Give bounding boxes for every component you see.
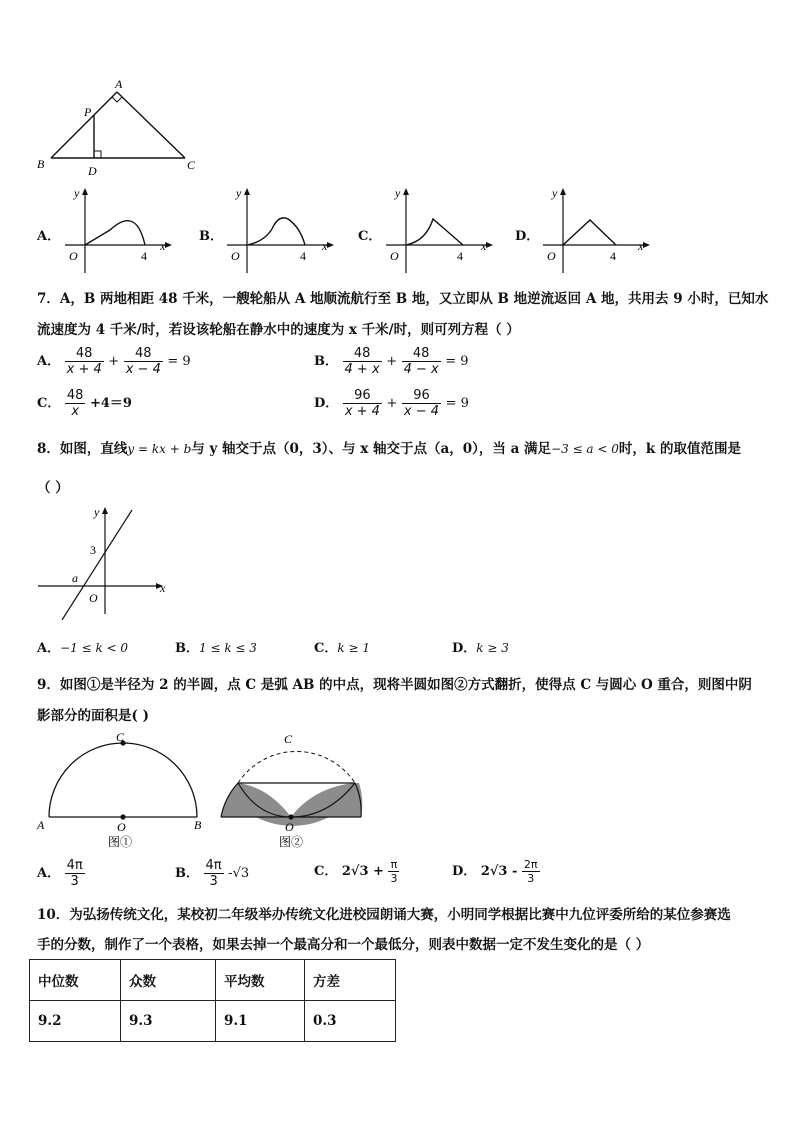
q8-number: 8． xyxy=(37,441,60,457)
q8-option-a-text: −1 ≤ k < 0 xyxy=(60,641,129,655)
q8-option-a[interactable] xyxy=(37,637,128,656)
denominator: 3 xyxy=(70,874,79,889)
value-mean: 9.1 xyxy=(216,1001,305,1042)
fig8-o: O xyxy=(89,591,98,605)
q7-option-c[interactable] xyxy=(37,388,132,419)
q9-option-a[interactable] xyxy=(37,858,85,889)
fraction xyxy=(65,346,104,377)
fraction xyxy=(204,858,224,889)
fraction xyxy=(65,858,85,889)
label-b: B xyxy=(37,157,45,171)
q8-formula: y = kx + b xyxy=(127,442,192,456)
q8-option-b-text: 1 ≤ k ≤ 3 xyxy=(199,641,257,655)
table-row xyxy=(30,1001,396,1042)
q6-option-a-letter[interactable]: A． xyxy=(37,229,61,244)
q9-option-d-letter: D． xyxy=(452,864,477,879)
numerator: 48 xyxy=(343,346,382,362)
q10-number: 10． xyxy=(37,907,70,923)
q8-text-c: 时，k 的取值范围是 xyxy=(618,441,741,457)
denominator: 3 xyxy=(527,872,535,885)
q7-option-a[interactable] xyxy=(37,346,191,377)
numerator: 4π xyxy=(205,858,222,873)
q10-line2: 手的分数，制作了一个表格，如果去掉一个最高分和一个最低分，则表中数据一定不发生变化的是（ ） xyxy=(37,937,650,953)
q10-line1 xyxy=(37,906,731,924)
q7-line1 xyxy=(37,290,768,308)
table-header-row xyxy=(30,960,396,1001)
fig1-c: C xyxy=(116,730,125,744)
value-variance: 0.3 xyxy=(305,1001,396,1042)
graph-a-y: y xyxy=(74,186,80,200)
denominator: x − 4 xyxy=(403,404,440,419)
numerator: 96 xyxy=(402,388,441,404)
fraction xyxy=(402,388,441,419)
header-mean: 平均数 xyxy=(216,960,305,1001)
q6-option-b-letter[interactable]: B． xyxy=(199,229,223,244)
numerator: 2π xyxy=(523,858,538,871)
equation-rest: +4＝9 xyxy=(89,396,132,411)
q9-number: 9． xyxy=(37,677,60,693)
label-c: C xyxy=(187,158,196,172)
graph-c-tick: 4 xyxy=(457,249,463,263)
fig8-three: 3 xyxy=(90,543,96,557)
q7-option-a-letter: A． xyxy=(37,354,61,369)
numerator: 48 xyxy=(402,346,441,362)
fig8-a: a xyxy=(72,571,78,585)
denominator: x − 4 xyxy=(125,362,161,377)
semicircle-figure-2 xyxy=(216,729,376,851)
q8-text-b: 与 y 轴交于点（0，3）、与 x 轴交于点（a，0），当 a 满足 xyxy=(191,441,552,457)
numerator: 96 xyxy=(343,388,382,404)
fig1-b: B xyxy=(194,818,202,832)
q8-option-d-letter: D． xyxy=(452,641,477,656)
fig1-caption: 图① xyxy=(108,835,133,849)
q7-option-b-letter: B． xyxy=(314,354,338,369)
q9-option-b[interactable] xyxy=(175,858,249,889)
graph-c-y: y xyxy=(395,186,401,200)
denominator: x + 4 xyxy=(66,362,102,377)
triangle-figure xyxy=(30,76,210,176)
fraction xyxy=(124,346,163,377)
q9-line1 xyxy=(37,676,752,694)
fraction xyxy=(402,346,441,377)
graph-d-o: O xyxy=(547,249,556,263)
line-graph-figure xyxy=(34,502,174,620)
denominator: 4 + x xyxy=(344,362,380,377)
numerator: 48 xyxy=(124,346,163,362)
operator: + xyxy=(108,354,120,369)
graph-b-x: x xyxy=(322,239,328,253)
equals: = 9 xyxy=(445,396,469,411)
fig2-o: O xyxy=(285,820,294,834)
statistics-table xyxy=(29,959,396,1042)
header-median: 中位数 xyxy=(30,960,121,1001)
value-median: 9.2 xyxy=(30,1001,121,1042)
numerator: 48 xyxy=(66,388,84,403)
graph-b-o: O xyxy=(231,249,240,263)
q8-condition: −3 ≤ a < 0 xyxy=(551,442,619,456)
graph-d-x: x xyxy=(638,239,644,253)
denominator: 3 xyxy=(209,874,218,889)
denominator: x + 4 xyxy=(344,404,380,419)
q8-line1 xyxy=(37,440,741,458)
q7-option-d[interactable] xyxy=(314,388,469,419)
q9-text-line1: 如图①是半径为 2 的半圆，点 C 是弧 AB 的中点，现将半圆如图②方式翻折，使得点 C 与圆心 O 重合，则图中阴 xyxy=(59,677,752,693)
graph-d-y: y xyxy=(552,186,558,200)
q7-option-d-letter: D． xyxy=(314,396,339,411)
prefix: 2√3 - xyxy=(480,864,518,879)
graph-a-o: O xyxy=(69,249,78,263)
graph-c-o: O xyxy=(390,249,399,263)
operator: + xyxy=(386,354,398,369)
semicircle-figure-1 xyxy=(34,729,214,851)
equals: = 9 xyxy=(167,354,191,369)
numerator: 4π xyxy=(66,858,83,873)
q7-text-line1: A，B 两地相距 48 千米，一艘轮船从 A 地顺流航行至 B 地，又立即从 B 地逆流返回 A 地，共用去 9 小时，已知水 xyxy=(59,291,769,307)
q8-option-c-text: k ≥ 1 xyxy=(337,641,370,655)
denominator: 4 − x xyxy=(403,362,439,377)
q7-option-c-letter: C． xyxy=(37,396,61,411)
q6-graph-b[interactable] xyxy=(222,183,337,278)
q6-graph-a[interactable] xyxy=(60,183,175,278)
fraction xyxy=(343,388,382,419)
q7-number: 7． xyxy=(37,291,60,307)
denominator: 3 xyxy=(390,872,398,885)
q9-option-c-letter: C． xyxy=(314,864,338,879)
fraction xyxy=(522,858,540,885)
q9-line2: 影部分的面积是( ) xyxy=(37,708,149,724)
fig1-a: A xyxy=(37,818,45,832)
q6-graph-d[interactable] xyxy=(538,183,653,278)
fig8-y: y xyxy=(94,505,100,519)
q8-option-b-letter: B． xyxy=(175,641,199,656)
fig2-caption: 图② xyxy=(279,835,304,849)
q9-option-c[interactable] xyxy=(314,858,399,885)
header-variance: 方差 xyxy=(305,960,396,1001)
q8-option-d-text: k ≥ 3 xyxy=(476,641,509,655)
prefix: 2√3 + xyxy=(341,864,384,879)
fraction xyxy=(388,858,399,885)
q8-option-b[interactable] xyxy=(175,637,257,656)
q9-option-d[interactable] xyxy=(452,858,540,885)
graph-b-y: y xyxy=(236,186,242,200)
header-mode: 众数 xyxy=(121,960,216,1001)
fraction xyxy=(65,388,86,419)
q7-option-b[interactable] xyxy=(314,346,469,377)
fig2-c: C xyxy=(284,732,293,746)
fraction xyxy=(343,346,382,377)
q6-option-d-letter[interactable]: D． xyxy=(515,229,540,244)
q7-line2: 流速度为 4 千米/时，若设该轮船在静水中的速度为 x 千米/时，则可列方程（ ） xyxy=(37,322,520,338)
q8-option-c[interactable] xyxy=(314,637,370,656)
graph-a-tick: 4 xyxy=(141,249,147,263)
graph-d-tick: 4 xyxy=(610,249,616,263)
q6-option-c-letter[interactable]: C． xyxy=(358,229,382,244)
q6-graph-c[interactable] xyxy=(381,183,496,278)
denominator: x xyxy=(71,404,80,419)
numerator: π xyxy=(388,858,399,872)
tail: -√3 xyxy=(228,866,250,881)
operator: + xyxy=(386,396,398,411)
graph-a-x: x xyxy=(160,239,166,253)
q9-option-b-letter: B． xyxy=(175,866,199,881)
value-mode: 9.3 xyxy=(121,1001,216,1042)
q9-option-a-letter: A． xyxy=(37,866,61,881)
label-p: P xyxy=(84,105,92,119)
q10-text-line1: 为弘扬传统文化，某校初二年级举办传统文化进校园朗诵大赛，小明同学根据比赛中九位评委所给的某位参赛选 xyxy=(69,907,731,923)
q8-option-d[interactable] xyxy=(452,637,509,656)
label-d: D xyxy=(88,164,97,176)
label-a: A xyxy=(115,77,123,91)
numerator: 48 xyxy=(65,346,104,362)
q8-option-c-letter: C． xyxy=(314,641,338,656)
fig1-o: O xyxy=(117,820,126,834)
q8-option-a-letter: A． xyxy=(37,641,61,656)
fig8-x: x xyxy=(160,581,166,595)
graph-c-x: x xyxy=(481,239,487,253)
equals: = 9 xyxy=(445,354,469,369)
graph-b-tick: 4 xyxy=(300,249,306,263)
q8-answer-paren: （ ） xyxy=(37,480,69,496)
q8-text-a: 如图，直线 xyxy=(59,441,128,457)
